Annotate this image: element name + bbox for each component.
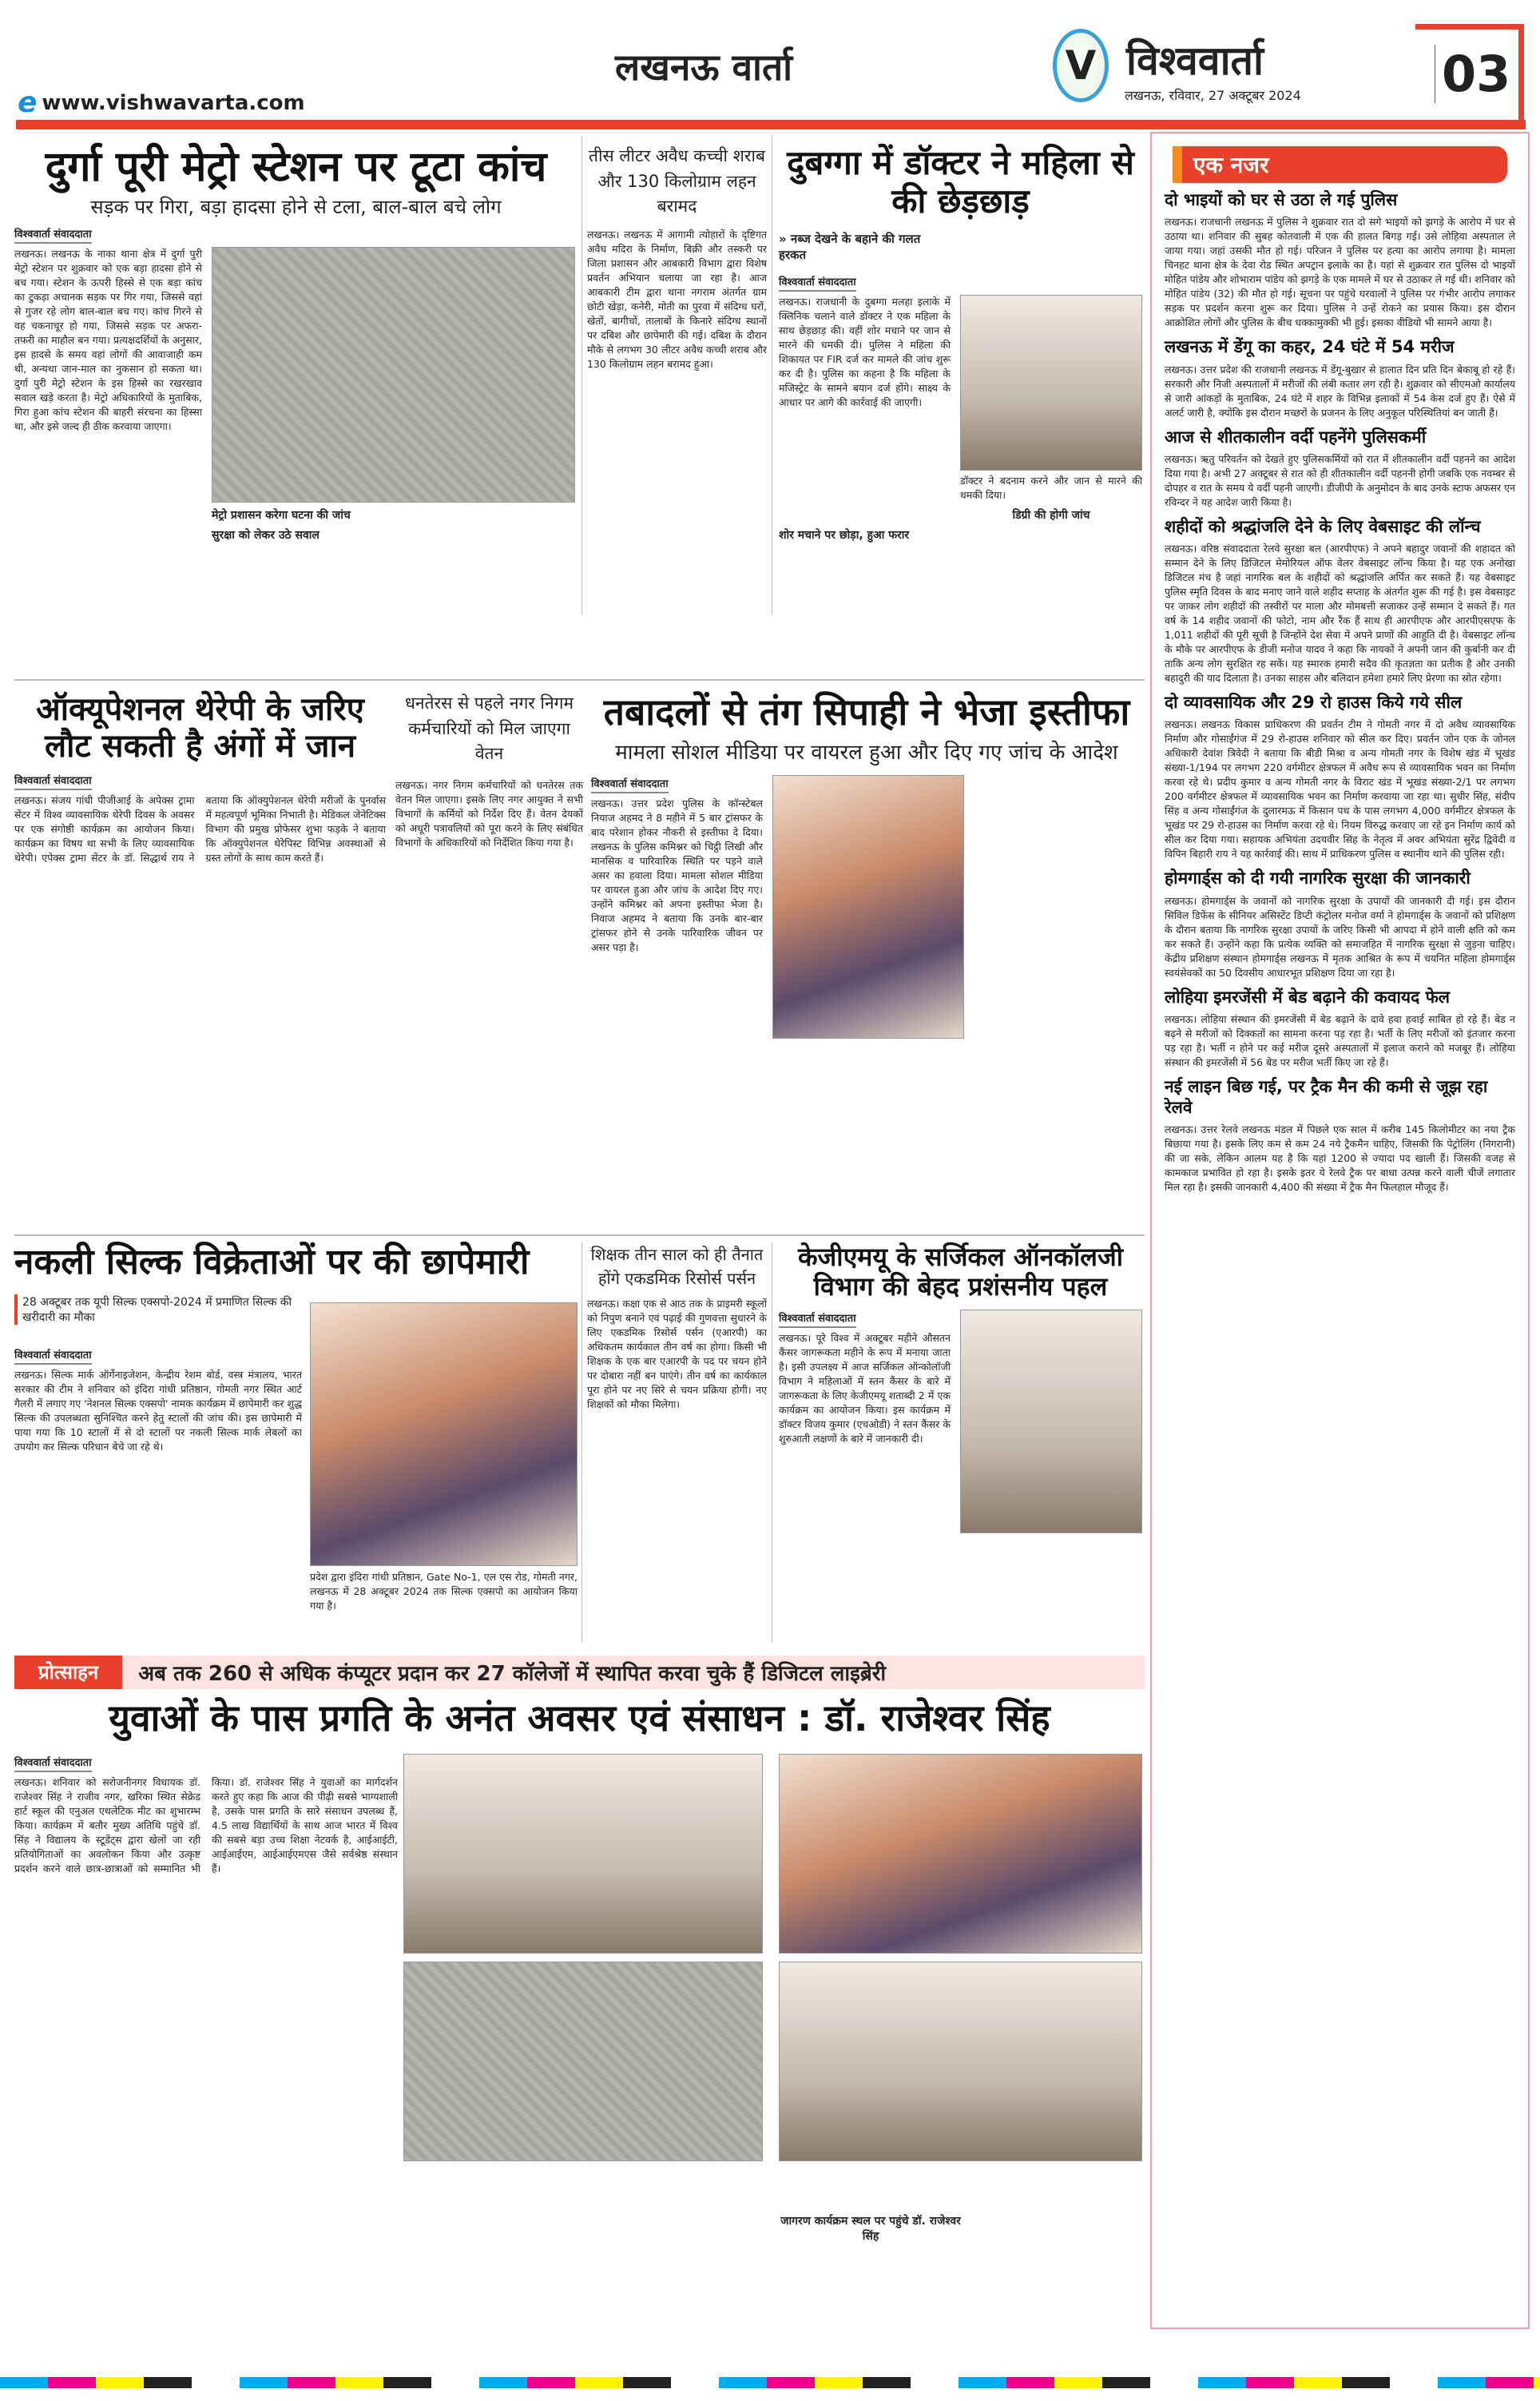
photo-constable	[772, 775, 964, 1039]
headline: तीस लीटर अवैध कच्ची शराब और 130 किलोग्राम लहन बरामद	[589, 146, 765, 216]
headline: नकली सिल्क विक्रेताओं पर की छापेमारी	[14, 1242, 530, 1282]
subhead: डिग्री की होगी जांच	[1012, 508, 1090, 522]
sidebar-item: लोहिया इमरजेंसी में बेड बढ़ाने की कवायद फेल लखनऊ। लोहिया संस्थान की इमरजेंसी में बेड बढ़ाने के दावे हवा हवाई साबित हो रहे हैं। बेड न बढ़ने से मरीजों को दिक्कतों का सामना करना पड़ रहा है। भर्ती के लिए मरीजों को इंतजार करना पड़ रहा है। भर्ती न होने पर कई मरीज दूसरे अस्पतालों में इलाज कराने को मजबूर हैं। लोहिया संस्थान की इमरजेंसी में 56 बेड पर मरीज भर्ती किए जा रहे हैं।	[1165, 987, 1515, 1068]
article-body: लखनऊ। लखनऊ के नाका थाना क्षेत्र में दुर्गा पुरी मेट्रो स्टेशन पर शुक्रवार को एक बड़ा हादसा होने से बच गया। स्टेशन के ऊपरी हिस्से से एक बड़ा कांच का टुकड़ा अचानक सड़क पर गिर गया, जिससे वहां से गुजर रहे लोग बाल-बाल बच गए। कांच गिरने से वह चकनाचूर हो गया, जिससे सड़क पर अफरा-तफरी का माहौल बन गया। प्रत्यक्षदर्शियों के अनुसार, इस हादसे के समय वहां लोगों की आवाजाही कम थी, अन्यथा जान-माल का नुकसान हो सकता था। दुर्गा पुरी मेट्रो स्टेशन के इस हिस्से का रखरखाव सवाल खड़े करता है। मेट्रो अधिकारियों के मुताबिक, गिरा हुआ कांच स्टेशन की बाहरी संरचना का हिस्सा था, और इसे जल्द ही ठीक करवाया जाएगा।	[14, 247, 202, 432]
photo-broken-glass	[212, 247, 575, 503]
article-dhanteras	[395, 691, 583, 850]
photo-caption: प्रदेश द्वारा इंदिरा गांधी प्रतिष्ठान, Gate No-1, एल एस रोड, गोमती नगर, लखनऊ में 28 अक्टूबर 2024 तक सिल्क एक्सपो का आयोजन किया गया है।	[310, 1571, 578, 1612]
sidebar-item: लखनऊ में डेंगू का कहर, 24 घंटे में 54 मरीज लखनऊ। उत्तर प्रदेश की राजधानी लखनऊ में डेंगू-बुखार से हालात दिन प्रति दिन बेकाबू हो रहे हैं। सरकारी और निजी अस्पतालों में मरीजों की लंबी कतार लग रही है। शुक्रवार को सीएमओ कार्यालय से जारी आंकड़ों के मुताबिक, 24 घंटे में शहर के विभिन्न इलाकों में 54 केस दर्ज हुए हैं। ऐसे में अलर्ट जारी है, क्योंकि इस दौरान मच्छरों के प्रजनन के लिए अनुकूल परिस्थितियां बन जाती हैं।	[1165, 337, 1515, 419]
page-number: 03	[1435, 45, 1510, 103]
headline: दुबग्गा में डॉक्टर ने महिला से की छेड़छाड़	[787, 143, 1134, 221]
article-body-cont	[974, 775, 1141, 1039]
article-body: लखनऊ। संजय गांधी पीजीआई के अपेक्स ट्रामा सेंटर में विश्व व्यावसायिक थेरेपी दिवस के अवसर पर एक संगोष्ठी कार्यक्रम का आयोजन किया। कार्यक्रम का विषय था सभी के लिए व्यावसायिक थेरेपी। एपेक्स ट्रामा सेंटर के डॉ. सिद्धार्थ राय ने बताया कि ऑक्युपेशनल थेरेपी मरीजों के पुनर्वास में महत्वपूर्ण भूमिका निभाती है। मेडिकल जेनेटिक्स विभाग की प्रमुख प्रोफेसर शुभा फड़के ने बताया कि ऑक्युपेशनल थेरेपिस्ट विभिन्न अवस्थाओं से ग्रस्त लोगों के साथ काम करते हैं।	[14, 794, 386, 864]
byline: विश्ववार्ता संवाददाता	[591, 776, 669, 793]
divider	[14, 679, 1145, 681]
photo-doctor	[960, 295, 1142, 471]
byline: विश्ववार्ता संवाददाता	[14, 1347, 92, 1365]
youth-headline: युवाओं के पास प्रगति के अनंत अवसर एवं संसाधन : डॉ. राजेश्वर सिंह	[109, 1696, 1050, 1739]
divider	[581, 136, 582, 615]
article-body: लखनऊ। नगर निगम कर्मचारियों को धनतेरस तक वेतन मिल जाएगा। इसके लिए नगर आयुक्त ने सभी विभागों के कर्मियों को निर्देश दिए हैं। वेतन देयकों को अधूरी पत्रावलियों को पूरा करने के लिए संबंधित विभागों के अधिकारियों को निर्देशित किया गया है।	[395, 778, 583, 849]
byline: विश्ववार्ता संवाददाता	[14, 1755, 92, 1772]
brand-logo: V	[1053, 29, 1109, 102]
browser-e-icon: e	[18, 86, 38, 119]
headline: तबादलों से तंग सिपाही ने भेजा इस्तीफा	[603, 690, 1130, 733]
subhead: जागरण कार्यक्रम स्थल पर पहुंचे डॉ. राजेश्वर सिंह	[780, 2215, 961, 2243]
sidebar-item: आज से शीतकालीन वर्दी पहनेंगे पुलिसकर्मी लखनऊ। ऋतु परिवर्तन को देखते हुए पुलिसकर्मियों को रात में शीतकालीन वर्दी पहनने का आदेश दिया गया है। अभी 27 अक्टूबर से रात को ही शीतकालीन वर्दी पहननी होगी जबकि एक नवम्बर से दोपहर व रात के समय ये वर्दी पहनी जाएगी। डीजीपी के अनुमोदन के बाद उनके स्टाफ अफसर एन रविन्दर ने यह आदेश जारी किया है।	[1165, 427, 1515, 508]
sidebar-item: होमगार्ड्स को दी गयी नागरिक सुरक्षा की जानकारी लखनऊ। होमगार्ड्स के जवानों को नागरिक सुरक्षा के उपायों की जानकारी दी गई। इस दौरान सिविल डिफेंस के सीनियर असिस्टेंट डिप्टी कंट्रोलर मनोज वर्मा ने होमगार्ड्स के जवानों को प्रशिक्षण के दौरान बताया कि नागरिक सुरक्षा उपायों के जरिए किसी भी आपदा में होने वाली क्षति को कम कर सकते हैं। उन्होंने कहा कि प्रत्येक व्यक्ति को समाजहित में नागरिक सुरक्षा से जुड़ना चाहिए। केंद्रीय प्रशिक्षण संस्थान होमगार्ड्स लखनऊ में मृतक आश्रित के रूप में चयनित महिला होमगार्ड्स स्वयंसेवकों का 50 दिवसीय आधारभूत प्रशिक्षण दिया जा रहा है।	[1165, 869, 1515, 979]
brand-name: विश्ववार्ता	[1126, 38, 1264, 84]
article-liquor	[587, 144, 767, 372]
photo-felicitation-2	[779, 1754, 1142, 1954]
silk-kicker: 28 अक्टूबर तक यूपी सिल्क एक्सपो-2024 में प्रमाणित सिल्क की खरीदारी का मौका	[14, 1294, 302, 1325]
section-title: लखनऊ वार्ता	[615, 46, 793, 89]
subhead: मेट्रो प्रशासन करेगा घटना की जांच	[212, 508, 351, 522]
article-resign	[591, 691, 1142, 1039]
sidebar-ek-nazar	[1150, 132, 1530, 2329]
subhead: शोर मचाने पर छोड़ा, हुआ फरार	[779, 528, 910, 542]
headline: धनतेरस से पहले नगर निगम कर्मचारियों को मिल जाएगा वेतन	[404, 694, 574, 763]
article-teacher	[587, 1242, 767, 1412]
sidebar-label: एक नजर	[1173, 146, 1507, 183]
kicker: » नब्ज देखने के बहाने की गलत हरकत	[779, 231, 921, 262]
article-therapy	[14, 691, 386, 865]
silk-body-wrap	[14, 1346, 302, 1454]
article-body: लखनऊ। सिल्क मार्क ऑर्गेनाइजेशन, केन्द्रीय रेशम बोर्ड, वस्त्र मंत्रालय, भारत सरकार की टीम ने शनिवार को इंदिरा गांधी प्रतिष्ठान, गोमती नगर स्थित आर्ट गैलरी में लगाए गए 'नेशनल सिल्क एक्सपो' नामक कार्यक्रम में छापेमारी कर शुद्ध सिल्क की उपलब्धता सुनिश्चित करने हेतु स्टालों की जांच की। इस छापेमारी में पाया गया कि 10 स्टालों में से दो स्टालों पर नकली सिल्क मार्क लेबलों का उपयोग कर सिल्क परिधान बेचे जा रहे थे।	[14, 1369, 302, 1453]
site-url[interactable]: e www.vishwavarta.com	[18, 86, 305, 119]
headline: केजीएमयू के सर्जिकल ऑनकॉलजी विभाग की बेहद प्रशंसनीय पहल	[797, 1242, 1124, 1302]
headline: ऑक्यूपेशनल थेरेपी के जरिए लौट सकती है अंगों में जान	[36, 691, 364, 765]
dateline: लखनऊ, रविवार, 27 अक्टूबर 2024	[1125, 88, 1301, 103]
article-youth	[14, 1754, 398, 1876]
photo-felicitation-4	[779, 1962, 1142, 2161]
divider	[14, 1234, 1145, 1236]
article-body: लखनऊ। लखनऊ में आगामी त्योहारों के दृष्टिगत अवैध मदिरा के निर्माण, बिक्री और तस्करी पर जिला प्रशासन और आबकारी विभाग द्वारा विशेष प्रवर्तन अभियान चलाया जा रहा है। आज आबकारी टीम द्वारा थाना नगराम अंतर्गत ग्राम छोटी खेड़ा, कनेरी, मोती का पुरवा में संदिग्ध घरों, खेतों, बागीचों, तालाबों के किनारे संदिग्ध स्थानों पर दबिश और छापेमारी की गई। दबिश के दौरान मौके से लगभग 30 लीटर अवैध कच्ची शराब और 130 किलोग्राम लहन बरामद हुआ।	[587, 228, 767, 370]
article-body: लखनऊ। उत्तर प्रदेश पुलिस के कॉन्स्टेबल नियाज अहमद ने 8 महीने में 5 बार ट्रांसफर के बाद परेशान होकर नौकरी से इस्तीफा दे दिया। लखनऊ के पुलिस कमिश्नर को चिट्ठी लिखी और मानसिक व पारिवारिक स्थिति पर पड़ने वाले असर का हवाला दिया। मामला सोशल मीडिया पर वायरल हुआ और जांच के आदेश दिए गए। उन्होंने कमिश्नर को अपना इस्तीफा भेजा है। निवाज अहमद ने बताया कि उनके बार-बार ट्रांसफर होने से उनके पारिवारिक जीवन पर असर पड़ा है।	[591, 797, 763, 953]
header-rule	[16, 120, 1526, 129]
article-body: लखनऊ। पूरे विश्व में अक्टूबर महीने औसतन कैंसर जागरूकता महीने के रूप में मनाया जाता है। इसी उपलक्ष्य में आज सर्जिकल ऑन्कोलॉजी विभाग ने महिलाओं में स्तन कैंसर के बारे में जागरूकता के लिए केजीएमयू शताब्दी 2 में एक कार्यक्रम का आयोजन किया। इस कार्यक्रम में डॉक्टर विजय कुमार (एचओडी) ने स्तन कैंसर के शुरुआती लक्षणों के बारे में जानकारी दी।	[779, 1331, 951, 1445]
photo-kgmu	[960, 1310, 1142, 1533]
banner	[14, 1656, 1145, 1689]
byline: विश्ववार्ता संवाददाता	[14, 226, 92, 244]
sidebar-item: दो भाइयों को घर से उठा ले गई पुलिस लखनऊ। राजधानी लखनऊ में पुलिस ने शुक्रवार रात दो सगे भाइयों को झगड़े के आरोप में घर से उठाया था। शनिवार की सुबह कोतवाली में एक की हालत बिगड़ गई। उसे लोहिया अस्पताल ले जाया गया। जहां उसकी मौत हो गई। परिजन ने पुलिस पर हत्या का आरोप लगाया है। मामला चिनहट थाना क्षेत्र के देवा रोड स्थित अपट्रान इलाके का है। यहां से शुक्रवार रात पुलिस दो भाइयों मोहित पांडेय और शोभाराम पांडेय को झगड़े के एक मामले में घर से उठाकर ले गई थी। शनिवार को मोहित पांडेय (32) की मौत हो गई। सूचना पर पहुंचे घरवालों ने पुलिस पर गंभीर आरोप लगाकर सड़क पर प्रदर्शन करना शुरू कर दिया। पुलिस ने उन्हें रोकने का प्रयास किया। इस दौरान आक्रोशित लोगों और पुलिस के बीच धक्कामुक्की भी हुई। इसका वीडियो भी सामने आया है।	[1165, 190, 1515, 329]
sidebar-item: शहीदों को श्रद्धांजलि देने के लिए वेबसाइट की लॉन्च लखनऊ। वरिष्ठ संवाददाता रेलवे सुरक्षा बल (आरपीएफ) ने अपने बहादुर जवानों की शहादत को सम्मान देने के लिए डिजिटल मेमोरियल ऑफ वेलर वेबसाइट लॉन्च किया है। यह एक अनोखा डिजिटल मंच है जहां नागरिक बल के शहीदों को श्रद्धांजलि अर्पित कर सकते हैं। यह वेबसाइट पुलिस स्मृति दिवस के बाद मनाए जाने वाले शहीद सप्ताह के अंतर्गत शुरू की गई है। इस वेबसाइट पर जाकर लोग शहीदों की तस्वीरों पर माला और मोमबत्ती सजाकर उन्हें सम्मान दे सकते हैं। गत वर्ष के 14 शहीद जवानों की फोटो, नाम और रैंक हैं साथ ही आरपीएफ और आरपीएसएफ के 1,011 शहीदों की पूरी सूची है जिन्होंने देश सेवा में अपने प्राणों की आहुति दी है। वेबसाइट लॉन्च के मौके पर आरपीएफ के डीजी मनोज यादव ने कहा कि नायकों ने अपनी जान की कुर्बानी कर दी ताकि अन्य लोग सुरक्षित रह सकें। यह स्मारक हमारी सदैव की कृतज्ञता का प्रतीक है और उनकी बहादुरी की याद दिलाता है। उनका साहस और बलिदान हमेशा हमारे लिए प्रेरणा का स्रोत रहेगा।	[1165, 516, 1515, 684]
article-silk	[14, 1242, 578, 1283]
photo-caption: डॉक्टर ने बदनाम करने और जान से मारने की धमकी दिया।	[960, 474, 1142, 501]
article-kgmu	[779, 1242, 1142, 1533]
article-dubagga	[779, 144, 1142, 543]
byline: विश्ववार्ता संवाददाता	[779, 274, 856, 292]
photo-silk-expo	[310, 1302, 578, 1566]
print-color-strip	[0, 2377, 1540, 2388]
article-body: लखनऊ। कक्षा एक से आठ तक के प्राइमरी स्कूलों को निपुण बनाने एवं पढ़ाई की गुणवत्ता सुधारने के लिए एकडमिक रिसोर्स पर्सन (एआरपी) का अधिकतम कार्यकाल तीन वर्ष का होगा। किसी भी शिक्षक के एक बार एआरपी के पद पर चयन होने पर दोबारा नहीं बन पाएंगे। तीन वर्ष का कार्यकाल पूरा होने पर नए सिरे से चयन प्रक्रिया होगी। नए शिक्षकों को मौका मिलेगा।	[587, 1298, 767, 1410]
article-body: लखनऊ। राजधानी के दुबग्गा मलहा इलाके में क्लिनिक चलाने वाले डॉक्टर ने एक महिला के साथ छेड़छाड़ की। वहीं शोर मचाने पर जान से मारने की धमकी दी। पुलिस ने महिला की शिकायत पर FIR दर्ज कर मामले की जांच शुरू कर दी है। पुलिस का कहना है कि महिला के मजिस्ट्रेट के सामने बयान दर्ज होंगे। साक्ष्य के आधार पर आगे की कार्रवाई की जाएगी।	[779, 295, 951, 408]
divider	[581, 1242, 582, 1642]
photo-felicitation-3	[403, 1962, 763, 2161]
banner-label: प्रोत्साहन	[14, 1656, 122, 1689]
photo-felicitation-1	[403, 1754, 763, 1954]
byline: विश्ववार्ता संवाददाता	[779, 1310, 856, 1328]
article-body: लखनऊ। शनिवार को सरोजनीनगर विधायक डॉ. राजेश्वर सिंह ने राजीव नगर, खरिका स्थित सेक्रेड हार्ट स्कूल की एनुअल एथलेटिक मीट का शुभारम्भ किया। कार्यक्रम में बतौर मुख्य अतिथि पहुंचे डॉ. सिंह ने विद्यालय के स्टूडेंट्स द्वारा खेलों जा रही प्रतियोगिताओं का अवलोकन किया और उत्कृष्ट प्रदर्शन करने वाले छात्र-छात्राओं को सम्मानित भी किया। डॉ. राजेश्वर सिंह ने युवाओं का मार्गदर्शन करते हुए कहा कि आज की पीढ़ी सबसे भाग्यशाली है, उसके पास प्रगति के सारे संसाधन उपलब्ध हैं, 4.5 लाख विद्यार्थियों के साथ आज भारत में विश्व की सबसे बड़ा उच्च शिक्षा नेटवर्क है, आईआईटी, आईआईएम, आईआईएमएस जैसे सर्वश्रेष्ठ संस्थान हैं।	[14, 1776, 398, 1874]
subheadline: सड़क पर गिरा, बड़ा हादसा होने से टला, बाल-बाल बचे लोग	[90, 195, 502, 218]
byline: विश्ववार्ता संवाददाता	[14, 773, 92, 790]
sidebar-item: नई लाइन बिछ गई, पर ट्रैक मैन की कमी से जूझ रहा रेलवे लखनऊ। उत्तर रेलवे लखनऊ मंडल में पिछले एक साल में करीब 145 किलोमीटर का नया ट्रैक बिछाया गया है। इसके लिए कम से कम 24 नये ट्रैकमैन चाहिए, जिसकी कि पेट्रोलिंग (निगरानी) की जा सके, लेकिन आलम यह है कि यहां 1200 से ज्यादा पद खाली हैं। जिसकी वजह से कामकाज प्रभावित हो रहा है। इसके इतर ये रेलवे ट्रैक पर बाधा उत्पन्न करने वाली चीजें लगातार मिल रहा है। इसकी जानकारी 4,400 की संख्या में ट्रैक मैन फिलहाल मौजूद हैं।	[1165, 1076, 1515, 1194]
subhead: सुरक्षा को लेकर उठे सवाल	[212, 528, 320, 542]
headline: शिक्षक तीन साल को ही तैनात होंगे एकडमिक रिसोर्स पर्सन	[590, 1245, 764, 1288]
subheadline: मामला सोशल मीडिया पर वायरल हुआ और दिए गए जांच के आदेश	[615, 740, 1118, 765]
sidebar-item: दो व्यावसायिक और 29 रो हाउस किये गये सील लखनऊ। लखनऊ विकास प्राधिकरण की प्रवर्तन टीम ने गोमती नगर में दो अवैध व्यावसायिक निर्माण और गोसाईंगंज में 29 रो-हाउस शनिवार को सील कर दिए। प्रवर्तन जोन एक के जोनल अधिकारी देवांश त्रिवेदी ने बताया कि बीडी मिश्रा व अन्य गोमती नगर के विशेष खंड में भूखंड संख्या-1/194 पर लगभग 220 वर्गमीटर क्षेत्रफल में अवैध रूप से व्यावसायिक भवन का निर्माण करवा रहे थे। प्रदीप कुमार व अन्य गोमती नगर के विराट खंड में भूखंड संख्या-2/1 पर लगभग 200 वर्गमीटर क्षेत्रफल में व्यावसायिक भवन का निर्माण करवाया जा रहा था। सुधीर सिंह, संदीप सिंह व अन्य गोसाईंगंज के दुलारमऊ में किसान पथ के पास लगभग 4,000 वर्गमीटर क्षेत्रफल के भूखंड पर 29 रो-हाउस का निर्माण करवा रहे थे। नियम विरुद्ध करवाए जा रहे इन निर्माण कार्य को सील कर दिया गया। सहायक अभियंता उदयवीर सिंह के नेतृत्व में अवर अभियंता सुरेंद्र द्विवेदी व विपिन बिहारी राय ने यह कार्रवाई की। साथ में प्राधिकरण पुलिस व स्थानीय थाने की पुलिस रही।	[1165, 693, 1515, 861]
article-metro	[14, 144, 578, 543]
headline: दुर्गा पूरी मेट्रो स्टेशन पर टूटा कांच	[45, 143, 547, 191]
banner-text: अब तक 260 से अधिक कंप्यूटर प्रदान कर 27 कॉलेजों में स्थापित करवा चुके हैं डिजिटल लाइब्रेरी	[138, 1662, 887, 1686]
